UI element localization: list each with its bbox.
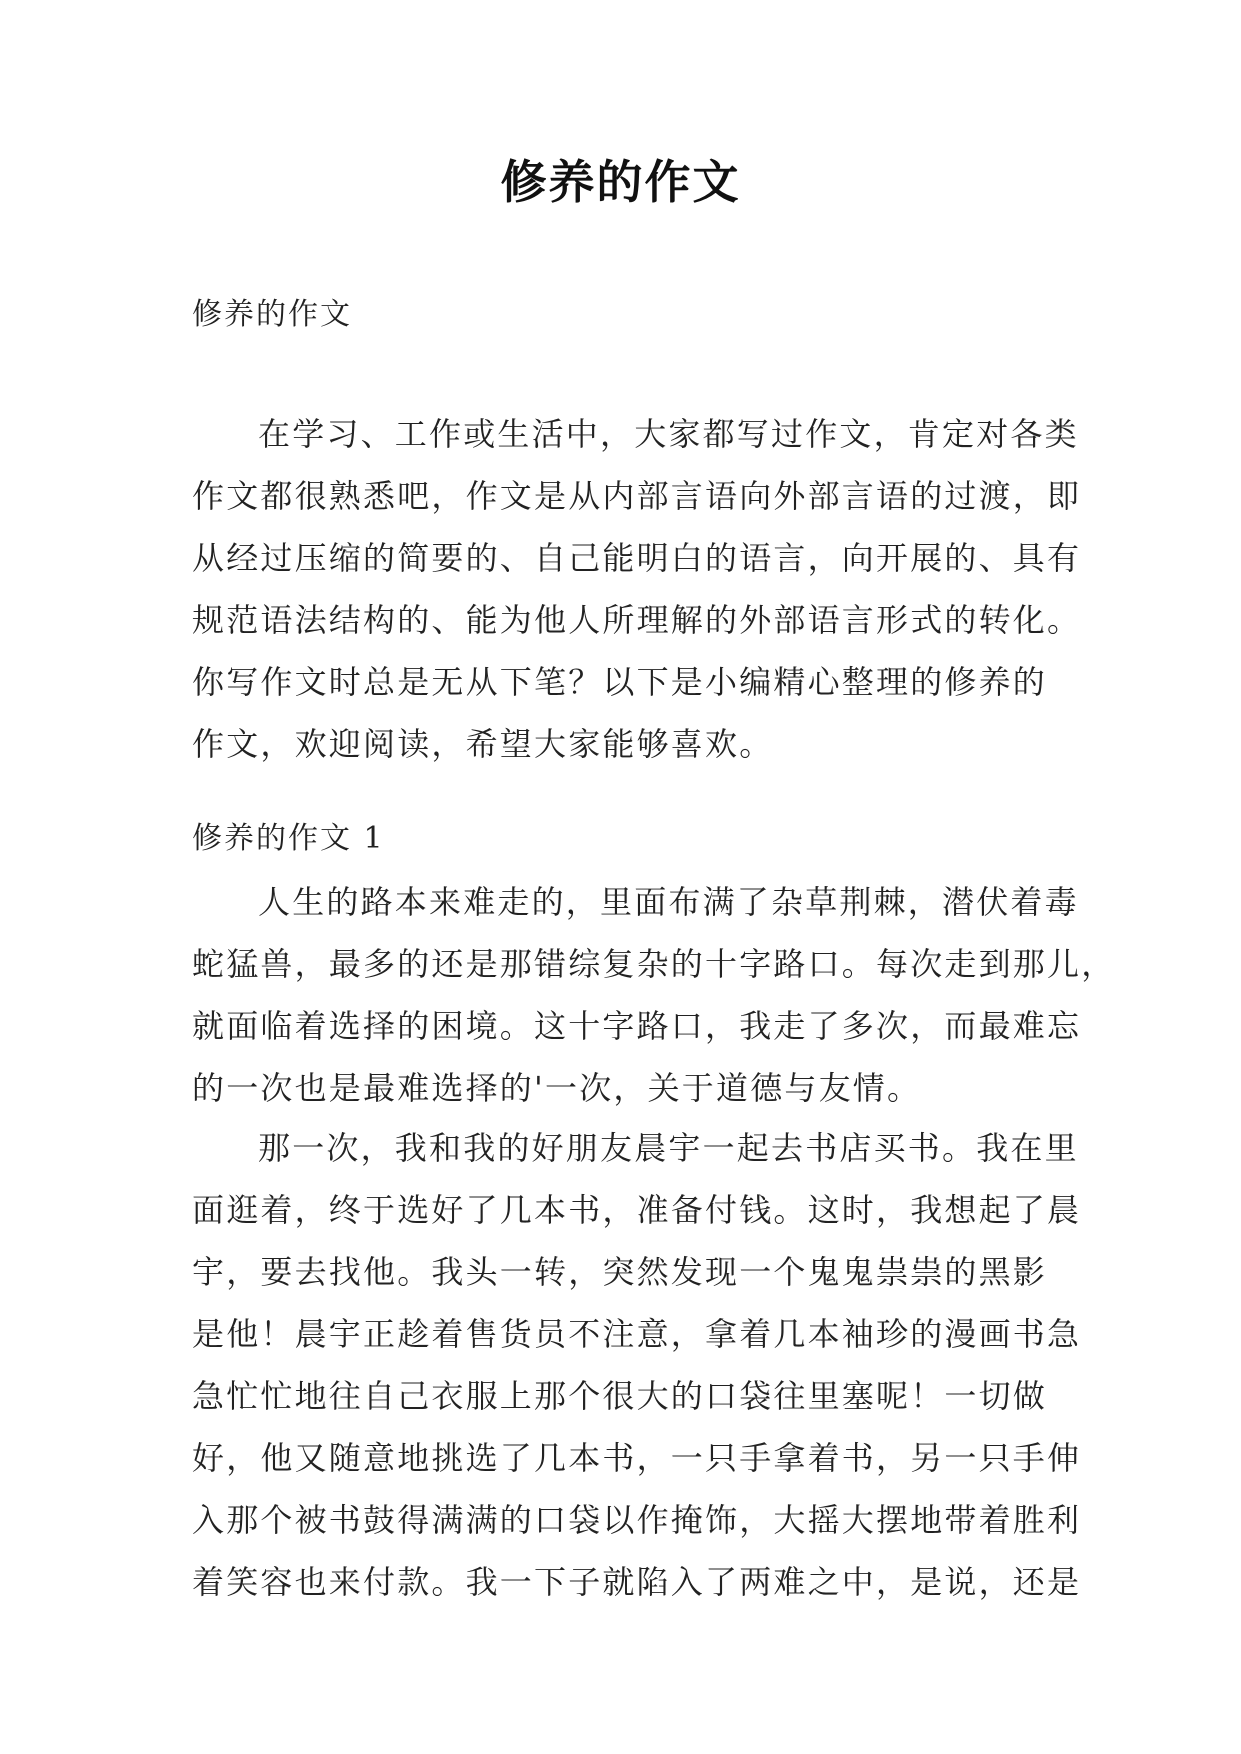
body-paragraph	[192, 871, 1116, 1119]
paragraph-line: 是他！晨宇正趁着售货员不注意，拿着几本袖珍的漫画书急	[192, 1315, 1082, 1353]
paragraph-line: 就面临着选择的困境。这十字路口，我走了多次，而最难忘	[192, 1007, 1082, 1045]
intro-line: 作文都很熟悉吧，作文是从内部言语向外部言语的过渡，即	[192, 477, 1082, 515]
intro-line: 规范语法结构的、能为他人所理解的外部语言形式的转化。	[192, 601, 1082, 639]
intro-paragraph	[192, 403, 1082, 775]
paragraph-line: 着笑容也来付款。我一下子就陷入了两难之中，是说，还是	[192, 1563, 1082, 1601]
document-subtitle: 修养的作文	[192, 297, 352, 332]
paragraph-line: 那一次，我和我的好朋友晨宇一起去书店买书。我在里	[258, 1129, 1079, 1167]
section-heading: 修养的作文 1	[192, 821, 385, 856]
intro-line: 作文，欢迎阅读，希望大家能够喜欢。	[192, 725, 774, 763]
paragraph-line: 入那个被书鼓得满满的口袋以作掩饰，大摇大摆地带着胜利	[192, 1501, 1082, 1539]
intro-line: 你写作文时总是无从下笔？以下是小编精心整理的修养的	[192, 663, 1048, 701]
paragraph-line: 蛇猛兽，最多的还是那错综复杂的十字路口。每次走到那儿，	[192, 945, 1116, 983]
paragraph-line: 面逛着，终于选好了几本书，准备付钱。这时，我想起了晨	[192, 1191, 1082, 1229]
paragraph-line: 急忙忙地往自己衣服上那个很大的口袋往里塞呢！一切做	[192, 1377, 1048, 1415]
paragraph-line: 好，他又随意地挑选了几本书，一只手拿着书，另一只手伸	[192, 1439, 1082, 1477]
intro-line: 在学习、工作或生活中，大家都写过作文，肯定对各类	[258, 415, 1079, 453]
paragraph-line: 宇，要去找他。我头一转，突然发现一个鬼鬼祟祟的黑影	[192, 1253, 1048, 1291]
intro-line: 从经过压缩的简要的、自己能明白的语言，向开展的、具有	[192, 539, 1082, 577]
paragraph-line: 人生的路本来难走的，里面布满了杂草荆棘，潜伏着毒	[258, 883, 1079, 921]
paragraph-line: 的一次也是最难选择的'一次，关于道德与友情。	[192, 1069, 922, 1107]
document-title: 修养的作文	[500, 155, 741, 209]
body-paragraph	[192, 1117, 1082, 1613]
